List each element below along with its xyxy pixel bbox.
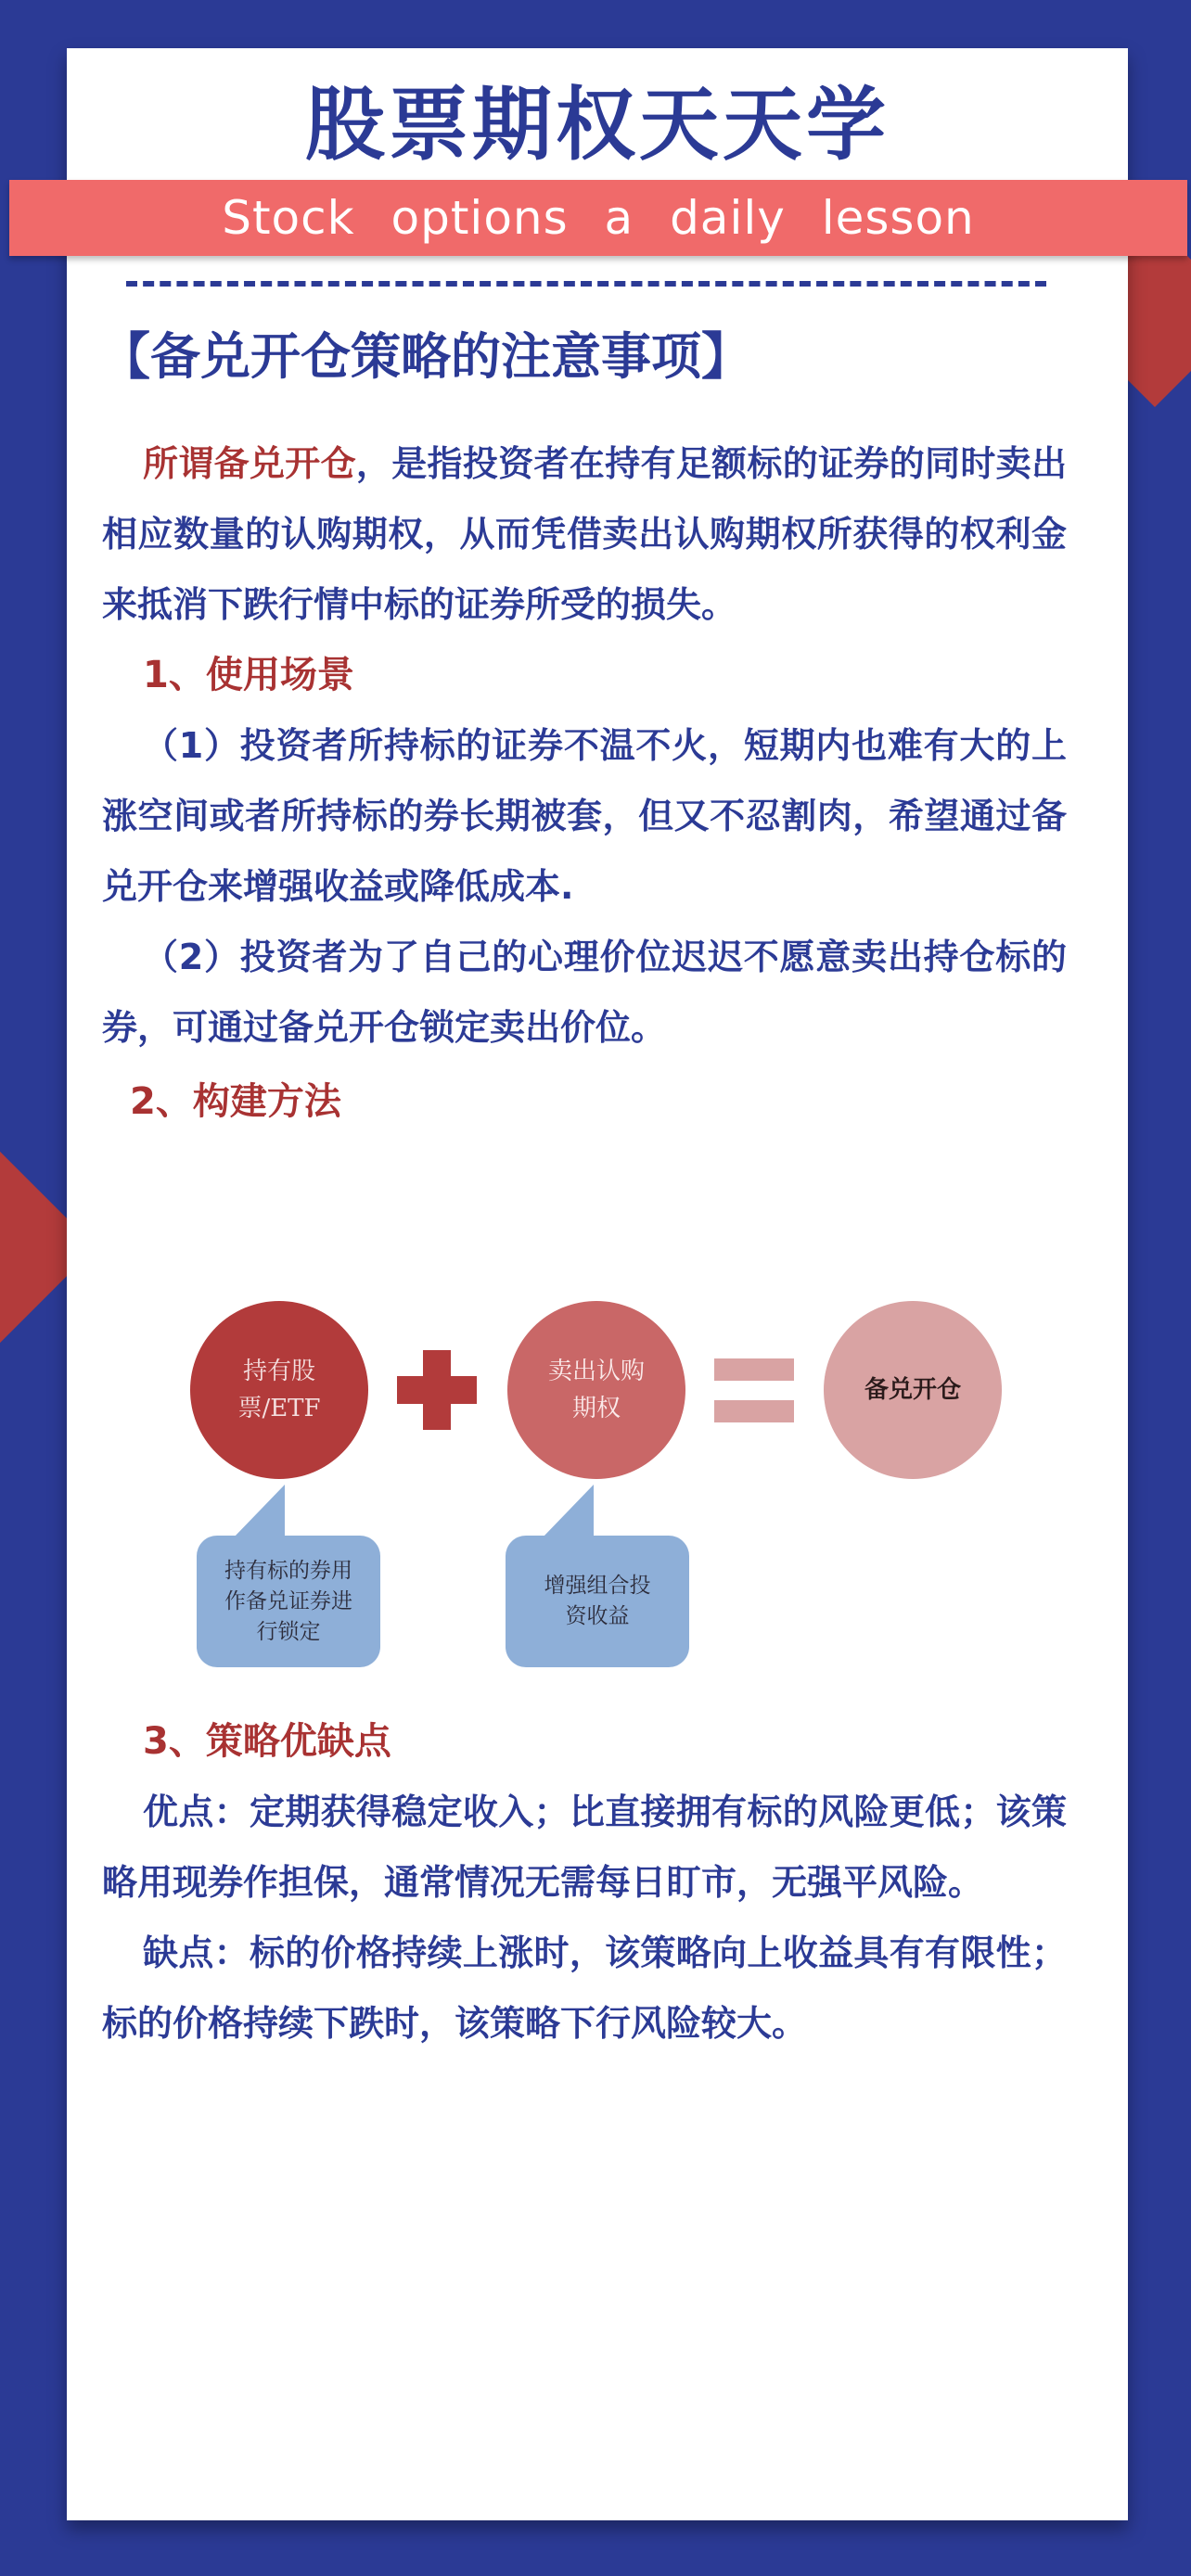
plus-icon-vertical [423, 1350, 451, 1430]
diagram-circle-sell-call-label: 卖出认购期权 [547, 1358, 645, 1422]
callout-note-2-text: 增强组合投资收益 [544, 1574, 651, 1628]
intro-paragraph [102, 428, 1067, 640]
callout-note-2 [506, 1536, 689, 1667]
section-title: 【备兑开仓策略的注意事项】 [100, 327, 751, 386]
intro-block [102, 428, 1067, 1063]
equals-icon [714, 1358, 794, 1381]
method-heading: 2、构建方法 [130, 1080, 341, 1123]
intro-text: ，是指投资者在持有足额标的证券的同时卖出相应数量的认购期权，从而凭借卖出认购期权所获得的权利金来抵消下跌行情中标的证券所受的损失。 [102, 443, 1067, 625]
diagram-circle-covered-call [824, 1301, 1002, 1479]
content-card [67, 48, 1128, 2520]
equals-icon-lower [714, 1400, 794, 1422]
diagram-circle-covered-call-label: 备兑开仓 [864, 1376, 961, 1404]
scenario-item-1: （1）投资者所持标的证券不温不火，短期内也难有大的上涨空间或者所持标的券长期被套，但又不忍割肉，希望通过备兑开仓来增强收益或降低成本. [102, 725, 1067, 907]
pros-cons-block [102, 1706, 1067, 2059]
scenario-item-2: （2）投资者为了自己的心理价位迟迟不愿意卖出持仓标的券，可通过备兑开仓锁定卖出价位。 [102, 937, 1067, 1048]
callout-note-1 [197, 1536, 380, 1667]
pros-paragraph: 优点：定期获得稳定收入；比直接拥有标的风险更低；该策略用现券作担保，通常情况无需每日盯市，无强平风险。 [102, 1792, 1067, 1903]
page-title: 股票期权天天学 [305, 79, 890, 172]
callout-note-1-text: 持有标的券用作备兑证券进行锁定 [224, 1558, 352, 1644]
diagram-circle-hold-stock-label: 持有股票/ETF [237, 1358, 321, 1422]
callout-tail-1 [234, 1485, 285, 1537]
diagram-circle-sell-call [507, 1301, 685, 1479]
pros-cons-heading: 3、策略优缺点 [143, 1720, 391, 1763]
dashed-divider [126, 281, 1046, 287]
callout-tail-2 [543, 1485, 594, 1537]
cons-paragraph: 缺点：标的价格持续上涨时，该策略向上收益具有有限性；标的价格持续下跌时，该策略下行风险较大。 [102, 1932, 1067, 2044]
scenarios-heading: 1、使用场景 [143, 654, 354, 696]
intro-term: 所谓备兑开仓 [143, 443, 356, 484]
subtitle-banner: Stock options a daily lesson [9, 180, 1187, 256]
diagram-circle-hold-stock [190, 1301, 368, 1479]
